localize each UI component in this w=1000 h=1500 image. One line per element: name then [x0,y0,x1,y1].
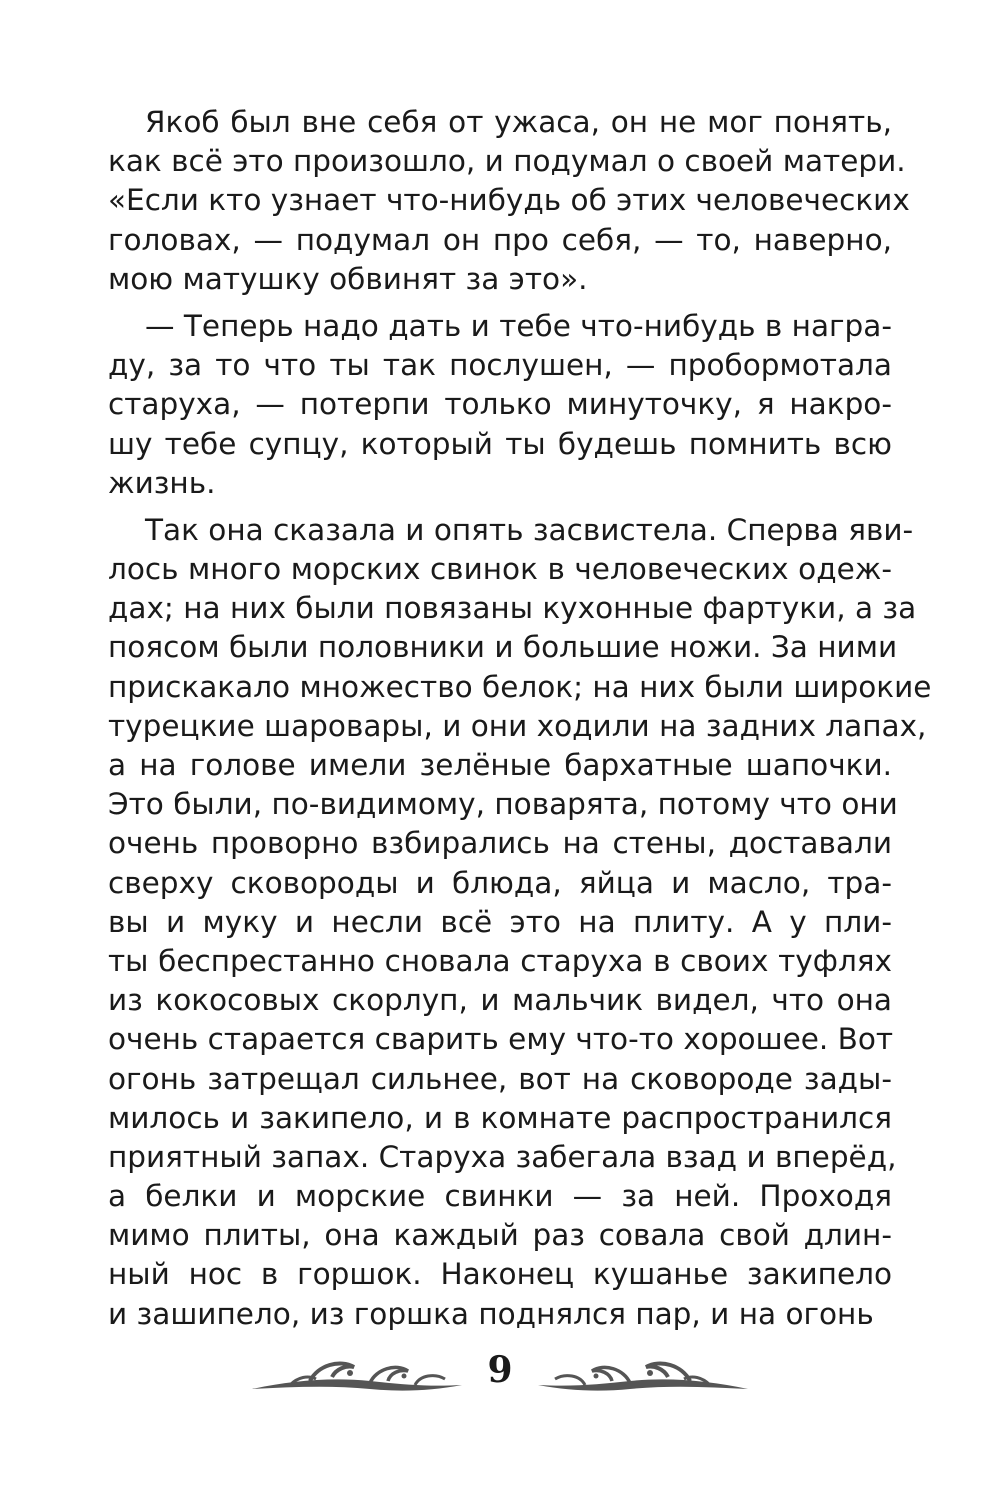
text-line: милось и закипело, и в комнате распространился [108,1100,892,1135]
page-footer [250,1345,750,1425]
text-line: ду, за то что ты так послушен, — пробормотала [108,348,892,383]
page-number: 9 [487,1349,513,1391]
text-line: лось много морских свинок в человеческих одеж- [108,552,892,587]
paragraph-gap [108,503,892,511]
text-line: турецкие шаровары, и они ходили на задних лапах, [108,708,927,743]
text-line: мою матушку обвинят за это». [108,261,588,296]
text-line: а белки и морские свинки — за ней. Проходя [108,1179,892,1214]
text-line: жизнь. [108,465,216,500]
text-line: Это были, по-видимому, поварята, потому что они [108,787,898,822]
paragraph-gap [108,299,892,307]
text-line: поясом были половники и большие ножи. За ними [108,630,898,665]
text-line: Якоб был вне себя от ужаса, он не мог понять, [145,105,892,139]
text-line: приятный запах. Старуха забегала взад и вперёд, [108,1139,897,1174]
text-line: головах, — подумал он про себя, — то, наверно, [108,222,892,257]
text-line: мимо плиты, она каждый раз совала свой длин- [108,1218,892,1253]
text-line: вы и муку и несли всё это на плиту. А у пли- [108,904,892,939]
text-line: огонь затрещал сильнее, вот на сковороде зады- [108,1061,892,1096]
text-line: а на голове имели зелёные бархатные шапочки. [108,748,892,782]
text-line: шу тебе супцу, который ты будешь помнить всю [108,426,892,461]
text-line: дах; на них были повязаны кухонные фартуки, а за [108,591,917,626]
text-line: из кокосовых скорлуп, и мальчик видел, что она [108,983,892,1018]
text-line: и зашипело, из горшка поднялся пар, и на огонь [108,1296,874,1331]
paragraph [108,103,910,299]
ornament-right-icon [535,1351,750,1397]
text-line: ный нос в горшок. Наконец кушанье закипело [108,1257,892,1292]
text-line: очень старается сварить ему что-то хорошее. Вот [108,1022,894,1057]
text-line: «Если кто узнает что-нибудь об этих человеческих [108,183,910,218]
text-line: Так она сказала и опять засвистела. Сперва яви- [145,512,914,547]
page-body [108,103,932,1334]
text-line: ты беспрестанно сновала старуха в своих туфлях [108,943,892,978]
text-line: сверху сковороды и блюда, яйца и масло, тра- [108,865,892,900]
paragraph [108,307,892,503]
text-line: прискакало множество белок; на них были широкие [108,669,932,704]
text-line: старуха, — потерпи только минуточку, я накро- [108,387,892,422]
text-line: очень проворно взбирались на стены, доставали [108,826,892,861]
text-line: — Теперь надо дать и тебе что-нибудь в награ- [145,308,892,343]
text-line: как всё это произошло, и подумал о своей матери. [108,144,906,179]
paragraph [108,511,932,1334]
